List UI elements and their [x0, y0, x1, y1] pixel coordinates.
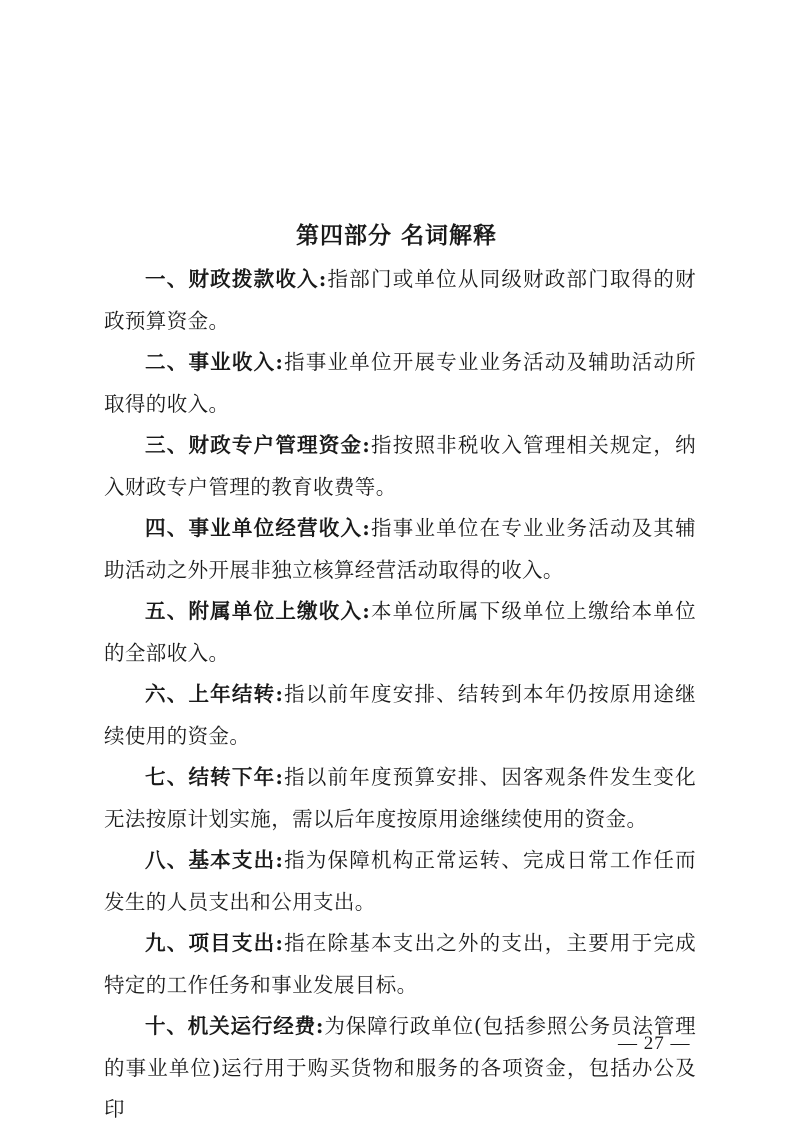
definition-paragraph	[104, 342, 696, 425]
term-label: 七、结转下年:	[145, 765, 284, 789]
definition-paragraph	[104, 674, 696, 757]
definition-paragraph	[104, 591, 696, 674]
term-label: 四、事业单位经营收入:	[145, 516, 371, 540]
definition-text: 指按照非税收入管理相关规定，纳入财政专户管理的教育收费等。	[104, 433, 697, 499]
term-label: 五、附属单位上缴收入:	[145, 599, 371, 623]
definition-text: 指部门或单位从同级财政部门取得的财政预算资金。	[104, 267, 696, 333]
definition-paragraph	[104, 259, 696, 342]
document-body	[104, 259, 696, 1131]
term-label: 九、项目支出:	[145, 931, 284, 955]
definition-text: 指以前年度预算安排、因客观条件发生变化无法按原计划实施，需以后年度按原用途继续使用的资金。	[104, 765, 696, 831]
definition-paragraph	[104, 1006, 696, 1131]
page-title: 第四部分 名词解释	[295, 223, 497, 249]
term-label: 八、基本支出:	[145, 848, 284, 872]
term-label: 三、财政专户管理资金:	[145, 433, 371, 457]
definition-paragraph	[104, 508, 696, 591]
term-label: 十、机关运行经费:	[145, 1014, 324, 1038]
definition-paragraph	[104, 757, 696, 840]
term-label: 二、事业收入:	[145, 350, 284, 374]
page-number: — 27 —	[618, 1033, 691, 1054]
definition-paragraph	[104, 840, 696, 923]
definition-text: 指事业单位开展专业业务活动及辅助活动所取得的收入。	[104, 350, 696, 416]
definition-text: 指为保障机构正常运转、完成日常工作任而发生的人员支出和公用支出。	[104, 848, 696, 914]
definition-text: 指以前年度安排、结转到本年仍按原用途继续使用的资金。	[104, 682, 696, 748]
definition-text: 为保障行政单位(包括参照公务员法管理的事业单位)运行用于购买货物和服务的各项资金，包括办公及印	[104, 1014, 696, 1121]
definition-paragraph	[104, 425, 696, 508]
term-label: 一、财政拨款收入:	[145, 267, 327, 291]
definition-text: 指事业单位在专业业务活动及其辅助活动之外开展非独立核算经营活动取得的收入。	[104, 516, 697, 582]
definition-text: 本单位所属下级单位上缴给本单位的全部收入。	[104, 599, 697, 665]
definition-text: 指在除基本支出之外的支出，主要用于完成特定的工作任务和事业发展目标。	[104, 931, 696, 997]
term-label: 六、上年结转:	[145, 682, 284, 706]
definition-paragraph	[104, 923, 696, 1006]
